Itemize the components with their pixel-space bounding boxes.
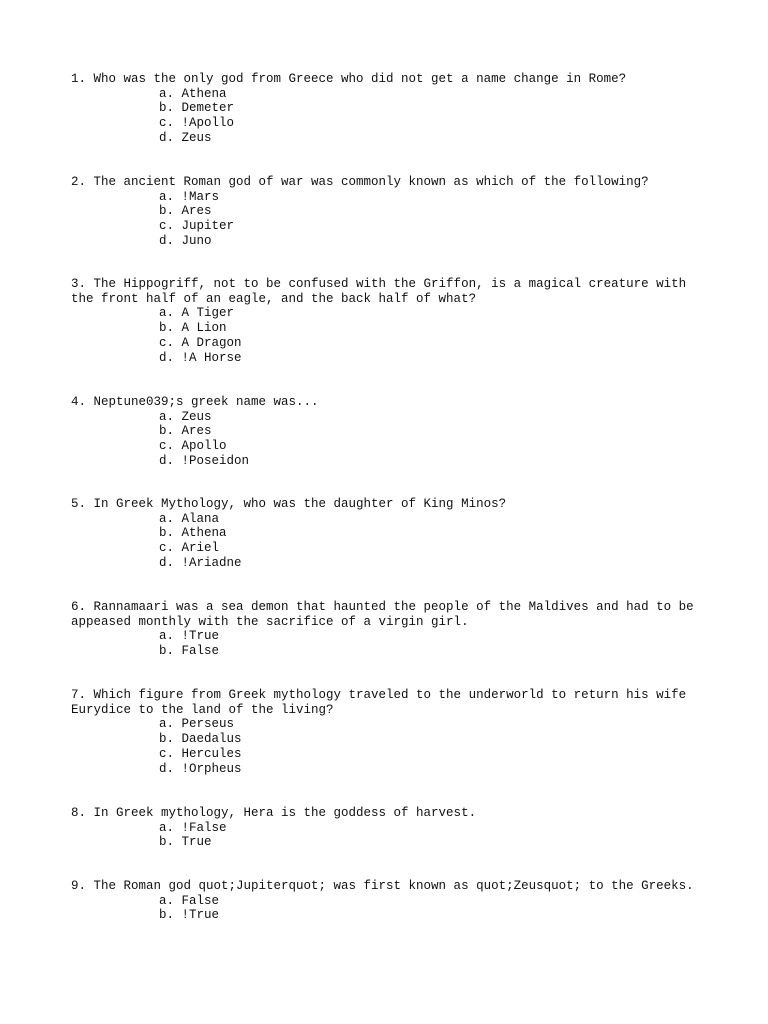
answer-option: c. Ariel [159, 541, 220, 556]
answer-option: a. False [159, 893, 220, 908]
answer-option: b. Demeter [159, 101, 235, 116]
answer-option: a. Alana [159, 511, 220, 526]
answer-options [71, 410, 711, 469]
answer-option: a. !True [159, 629, 220, 644]
question-text: 2. The ancient Roman god of war was commonly known as which of the following? [71, 175, 649, 189]
answer-option: a. A Tiger [159, 306, 235, 321]
answer-option: b. Ares [159, 204, 212, 219]
answer-option: c. Jupiter [159, 219, 235, 234]
question-9 [71, 879, 711, 923]
question-5 [71, 497, 711, 571]
question-text: 6. Rannamaari was a sea demon that haunted the people of the Maldives and had to be appeased monthly with the sacrifice of a virgin girl. [71, 600, 694, 629]
question-text: 4. Neptune039;s greek name was... [71, 395, 319, 409]
answer-option: b. False [159, 644, 220, 659]
question-7 [71, 688, 711, 776]
answer-options [71, 717, 711, 776]
answer-option: b. Daedalus [159, 732, 242, 747]
answer-option: d. !A Horse [159, 350, 242, 365]
answer-option: a. Perseus [159, 717, 235, 732]
answer-option: c. Hercules [159, 746, 242, 761]
answer-option: b. A Lion [159, 321, 227, 336]
question-3 [71, 277, 711, 365]
answer-options [71, 87, 711, 146]
answer-option: b. True [159, 835, 212, 850]
answer-option: d. !Poseidon [159, 453, 250, 468]
question-2 [71, 175, 711, 249]
question-text: 5. In Greek Mythology, who was the daughter of King Minos? [71, 497, 507, 511]
answer-options [71, 894, 711, 923]
answer-option: a. !Mars [159, 189, 220, 204]
answer-option: b. !True [159, 908, 220, 923]
answer-option: a. Zeus [159, 409, 212, 424]
question-text: 8. In Greek mythology, Hera is the goddess of harvest. [71, 806, 477, 820]
answer-option: a. Athena [159, 86, 227, 101]
answer-option: c. Apollo [159, 439, 227, 454]
question-text: 9. The Roman god quot;Jupiterquot; was first known as quot;Zeusquot; to the Greeks. [71, 879, 694, 893]
question-8 [71, 806, 711, 850]
answer-options [71, 306, 711, 365]
answer-option: d. Juno [159, 233, 212, 248]
question-4 [71, 395, 711, 469]
question-1 [71, 72, 711, 146]
answer-option: c. !Apollo [159, 116, 235, 131]
answer-options [71, 190, 711, 249]
answer-options [71, 512, 711, 571]
answer-options [71, 629, 711, 658]
answer-options [71, 821, 711, 850]
answer-option: d. Zeus [159, 130, 212, 145]
question-text: 1. Who was the only god from Greece who did not get a name change in Rome? [71, 72, 627, 86]
answer-option: b. Athena [159, 526, 227, 541]
answer-option: c. A Dragon [159, 335, 242, 350]
answer-option: a. !False [159, 820, 227, 835]
answer-option: d. !Ariadne [159, 555, 242, 570]
question-6 [71, 600, 711, 659]
question-text: 3. The Hippogriff, not to be confused with the Griffon, is a magical creature with the front half of an eagle, and the back half of what? [71, 277, 687, 306]
question-text: 7. Which figure from Greek mythology traveled to the underworld to return his wife Eurydice to the land of the living? [71, 688, 687, 717]
answer-option: d. !Orpheus [159, 761, 242, 776]
answer-option: b. Ares [159, 424, 212, 439]
